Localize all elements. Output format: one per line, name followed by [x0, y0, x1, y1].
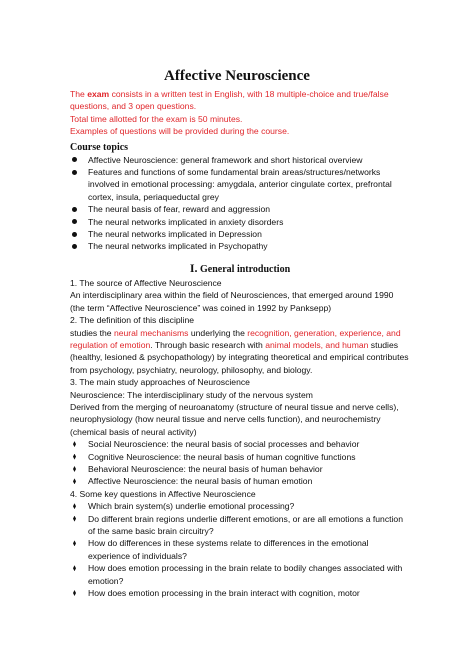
text-span: underlying the	[188, 327, 248, 338]
list-item	[70, 438, 410, 450]
exam-info-line-3: Examples of questions will be provided during the course.	[70, 126, 290, 137]
list-item-text: How do differences in these systems relate to differences in the emotional experience of individuals?	[88, 538, 369, 561]
document-body	[70, 88, 410, 599]
exam-info-line-2: Total time allotted for the exam is 50 minutes.	[70, 113, 243, 124]
list-item-text: Cognitive Neuroscience: the neural basis of human cognitive functions	[88, 451, 356, 462]
diamond-bullet-icon	[73, 516, 76, 522]
exam-info-line-1	[70, 88, 410, 113]
list-item	[70, 154, 410, 166]
exam-info-bold: exam	[87, 89, 110, 99]
highlight-span: animal models, and human	[265, 339, 369, 350]
list-item	[70, 500, 410, 512]
list-item-text: Affective Neuroscience: the neural basis of human emotion	[88, 476, 313, 487]
list-item-text: How does emotion processing in the brain interact with cognition, motor	[88, 588, 360, 599]
section-heading	[70, 261, 410, 277]
bullet-icon	[72, 244, 77, 249]
exam-info-rest: consists in a written test in English, with 18 multiple-choice and true/false questions, and 3 open questions.	[70, 89, 389, 112]
item-3-line-1: Neuroscience: The interdisciplinary study of the nervous system	[70, 389, 313, 400]
course-topics-heading: Course topics	[70, 141, 129, 153]
bullet-icon	[72, 232, 77, 237]
diamond-bullet-icon	[73, 466, 76, 472]
item-3-line-2: Derived from the merging of neuroanatomy (structure of neural tissue and nerve cells), neurophysiology (how neural tissue and nerve cells function), and neurochemistry (chemical basis of neural activity)	[70, 401, 399, 437]
diamond-bullet-icon	[73, 590, 76, 596]
bullet-icon	[72, 207, 77, 212]
questions-list	[70, 500, 410, 599]
item-2-text	[70, 327, 410, 377]
list-item	[70, 537, 410, 562]
list-item	[70, 203, 410, 215]
list-item	[70, 166, 410, 203]
list-item-text: Affective Neuroscience: general framework and short historical overview	[88, 154, 363, 165]
list-item	[70, 562, 410, 587]
text-span: . Through basic research with	[150, 339, 266, 350]
diamond-bullet-icon	[73, 478, 76, 484]
highlight-span: recognition, generation, experience, and regulation of emotion	[70, 327, 401, 350]
bullet-icon	[72, 219, 77, 224]
list-item	[70, 587, 410, 599]
list-item-text: Social Neuroscience: the neural basis of social processes and behavior	[88, 439, 360, 450]
list-item	[70, 228, 410, 240]
diamond-bullet-icon	[73, 565, 76, 571]
list-item	[70, 216, 410, 228]
list-item	[70, 451, 410, 463]
item-3-heading: 3. The main study approaches of Neuroscience	[70, 377, 250, 388]
highlight-span: neural mechanisms	[113, 327, 189, 338]
list-item	[70, 240, 410, 252]
exam-info-prefix: The	[70, 89, 88, 99]
diamond-bullet-icon	[73, 540, 76, 546]
list-item-text: The neural networks implicated in anxiety disorders	[88, 216, 284, 227]
list-item-text: Do different brain regions underlie different emotions, or are all emotions a function of the same basic brain circuitry?	[88, 513, 403, 536]
item-2-heading: 2. The definition of this discipline	[70, 315, 195, 326]
course-topics-list	[70, 154, 410, 253]
item-4-heading: 4. Some key questions in Affective Neuroscience	[70, 488, 256, 499]
list-item-text: How does emotion processing in the brain relate to bodily changes associated with emotion?	[88, 563, 403, 586]
item-1-text: An interdisciplinary area within the field of Neurosciences, that emerged around 1990 (the term “Affective Neuroscience” was coined in 1992 by Panksepp)	[70, 290, 394, 313]
list-item-text: Which brain system(s) underlie emotional processing?	[88, 501, 295, 512]
list-item	[70, 463, 410, 475]
diamond-bullet-icon	[73, 503, 76, 509]
diamond-bullet-icon	[73, 454, 76, 460]
section-number: I.	[189, 260, 198, 275]
text-span: studies (healthy, lesioned & psychopathology) by integrating theoretical and empirical contributes from psychology, psychiatry, neurology, philosophy, and biology.	[70, 339, 409, 375]
bullet-icon	[72, 157, 77, 162]
list-item	[70, 475, 410, 487]
approaches-list	[70, 438, 410, 488]
page-title: Affective Neuroscience	[164, 68, 310, 84]
section-title: General introduction	[197, 263, 291, 275]
list-item-text: The neural networks implicated in Depression	[88, 229, 262, 240]
list-item-text: The neural networks implicated in Psychopathy	[88, 241, 268, 252]
list-item-text: The neural basis of fear, reward and aggression	[88, 204, 271, 215]
bullet-icon	[72, 170, 77, 175]
list-item-text: Behavioral Neuroscience: the neural basis of human behavior	[88, 463, 323, 474]
diamond-bullet-icon	[73, 441, 76, 447]
item-1-heading: 1. The source of Affective Neuroscience	[70, 277, 222, 288]
list-item	[70, 513, 410, 538]
text-span: studies the	[70, 327, 114, 338]
list-item-text: Features and functions of some fundamental brain areas/structures/networks involved in emotional processing: amygdala, anterior cingulate cortex, prefrontal cortex, insula, periaqueductal grey	[88, 167, 392, 202]
